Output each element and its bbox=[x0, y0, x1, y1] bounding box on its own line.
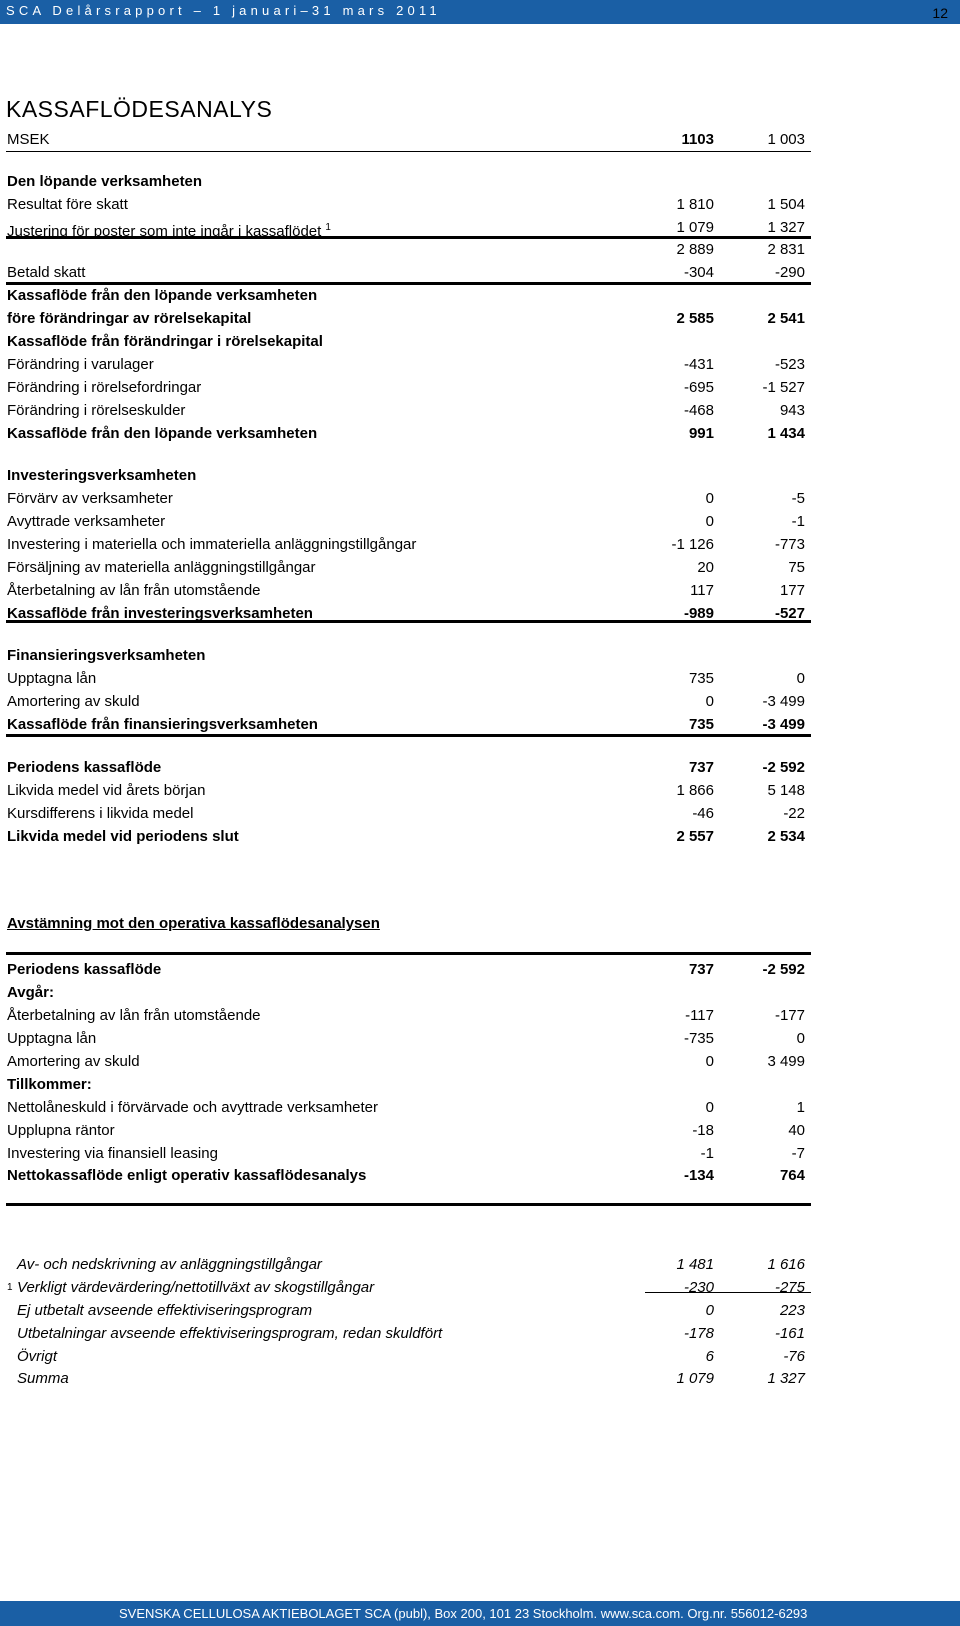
table-row-label: Kassaflöde från finansieringsverksamheten bbox=[7, 716, 318, 733]
value-current: 2 889 bbox=[676, 241, 714, 258]
table-row bbox=[0, 240, 960, 260]
value-previous: -290 bbox=[774, 264, 805, 281]
value-current: 0 bbox=[705, 1302, 714, 1319]
table-row-label: Förvärv av verksamheter bbox=[7, 490, 173, 507]
table-row bbox=[0, 604, 960, 624]
value-previous: 1 327 bbox=[767, 1370, 805, 1387]
value-previous: 0 bbox=[796, 1030, 805, 1047]
column-header-current: 1103 bbox=[681, 131, 714, 148]
table-row bbox=[0, 218, 960, 238]
page-number: 12 bbox=[932, 5, 948, 21]
value-current: 20 bbox=[697, 559, 714, 576]
table-row-label: Investeringsverksamheten bbox=[7, 467, 197, 484]
value-previous: 2 534 bbox=[767, 828, 805, 845]
table-row-label: Upplupna räntor bbox=[7, 1122, 115, 1139]
value-current: 1 079 bbox=[676, 219, 714, 236]
table-row-label: Justering för poster som inte ingår i kassaflödet bbox=[7, 223, 322, 240]
report-header-title: SCA Delårsrapport – 1 januari–31 mars 2011 bbox=[6, 3, 441, 18]
table-row bbox=[0, 1006, 960, 1026]
table-row-label: Kassaflöde från den löpande verksamheten bbox=[7, 425, 318, 442]
table-row-label: Upptagna lån bbox=[7, 1030, 97, 1047]
table-row bbox=[0, 781, 960, 801]
footnote-row bbox=[0, 1369, 960, 1389]
table-row bbox=[0, 1166, 960, 1186]
table-row bbox=[0, 983, 960, 1003]
value-previous: -7 bbox=[791, 1145, 805, 1162]
table-row bbox=[0, 286, 960, 306]
table-row bbox=[0, 669, 960, 689]
value-previous: -161 bbox=[774, 1325, 805, 1342]
footnote-row bbox=[0, 1324, 960, 1344]
table-row bbox=[0, 535, 960, 555]
footnote-row bbox=[0, 1278, 960, 1298]
table-row-label: Den löpande verksamheten bbox=[7, 173, 203, 190]
table-row bbox=[0, 466, 960, 486]
value-current: -735 bbox=[683, 1030, 714, 1047]
table-row bbox=[0, 1052, 960, 1072]
value-previous: -275 bbox=[774, 1279, 805, 1296]
table-row-label: Likvida medel vid periodens slut bbox=[7, 828, 239, 845]
value-current: 0 bbox=[705, 1099, 714, 1116]
value-current: 991 bbox=[688, 425, 714, 442]
value-current: 2 557 bbox=[676, 828, 714, 845]
value-previous: 1 434 bbox=[767, 425, 805, 442]
value-current: -178 bbox=[683, 1325, 714, 1342]
table-row-label: Likvida medel vid årets början bbox=[7, 782, 206, 799]
footnote-row-label: Utbetalningar avseende effektiviseringsprogram, redan skuldfört bbox=[17, 1325, 443, 1342]
table-row bbox=[0, 581, 960, 601]
footnote-marker: 1 bbox=[7, 1282, 13, 1293]
value-previous: 1 bbox=[796, 1099, 805, 1116]
value-previous: -3 499 bbox=[762, 693, 805, 710]
value-current: 735 bbox=[688, 670, 714, 687]
value-previous: -523 bbox=[774, 356, 805, 373]
table-row-label: Förändring i rörelseskulder bbox=[7, 402, 186, 419]
value-current: -18 bbox=[692, 1122, 714, 1139]
value-current: 0 bbox=[705, 693, 714, 710]
value-previous: 3 499 bbox=[767, 1053, 805, 1070]
value-current: 737 bbox=[688, 961, 714, 978]
value-previous: 2 541 bbox=[767, 310, 805, 327]
value-previous: -76 bbox=[783, 1348, 805, 1365]
table-row bbox=[0, 512, 960, 532]
table-row-label: Finansieringsverksamheten bbox=[7, 647, 206, 664]
table-row bbox=[0, 1121, 960, 1141]
table-row-label: Nettolåneskuld i förvärvade och avyttrade verksamheter bbox=[7, 1099, 379, 1116]
footnote-row bbox=[0, 1255, 960, 1275]
value-previous: -177 bbox=[774, 1007, 805, 1024]
table-row bbox=[0, 1075, 960, 1095]
value-previous: 0 bbox=[796, 670, 805, 687]
table-row-label: Avyttrade verksamheter bbox=[7, 513, 166, 530]
value-current: -230 bbox=[683, 1279, 714, 1296]
value-current: 1 079 bbox=[676, 1370, 714, 1387]
value-previous: 223 bbox=[779, 1302, 805, 1319]
subtotal-rule bbox=[6, 1203, 811, 1206]
value-current: 1 866 bbox=[676, 782, 714, 799]
table-row bbox=[0, 646, 960, 666]
unit-label: MSEK bbox=[7, 131, 50, 148]
header-bar bbox=[0, 0, 960, 24]
value-previous: 943 bbox=[779, 402, 805, 419]
table-row bbox=[0, 401, 960, 421]
table-row-label: Kassaflöde från förändringar i rörelsekapital bbox=[7, 333, 323, 350]
value-current: 0 bbox=[705, 490, 714, 507]
table-row-label-wrap bbox=[7, 218, 331, 242]
table-row-label: Amortering av skuld bbox=[7, 1053, 140, 1070]
value-previous: -22 bbox=[783, 805, 805, 822]
table-row bbox=[0, 804, 960, 824]
table-row-label: Resultat före skatt bbox=[7, 196, 128, 213]
value-previous: 177 bbox=[779, 582, 805, 599]
table-row-label: Kassaflöde från investeringsverksamheten bbox=[7, 605, 313, 622]
value-previous: 75 bbox=[788, 559, 805, 576]
table-row bbox=[0, 758, 960, 778]
value-current: -468 bbox=[683, 402, 714, 419]
value-current: -1 126 bbox=[671, 536, 714, 553]
value-current: 0 bbox=[705, 513, 714, 530]
value-current: -134 bbox=[683, 1167, 714, 1184]
value-current: -1 bbox=[700, 1145, 714, 1162]
value-current: -431 bbox=[683, 356, 714, 373]
value-previous: -1 bbox=[791, 513, 805, 530]
page-title: KASSAFLÖDESANALYS bbox=[6, 96, 273, 122]
footnote-row-label: Summa bbox=[17, 1370, 69, 1387]
table-row-label: Betald skatt bbox=[7, 264, 86, 281]
value-current: 1 810 bbox=[676, 196, 714, 213]
table-row bbox=[0, 309, 960, 329]
table-row bbox=[0, 332, 960, 352]
table-row bbox=[0, 914, 960, 934]
table-row bbox=[0, 1144, 960, 1164]
table-row-label: Investering via finansiell leasing bbox=[7, 1145, 218, 1162]
column-header-previous: 1 003 bbox=[767, 131, 805, 148]
header-rule bbox=[6, 151, 811, 152]
value-previous: -2 592 bbox=[762, 759, 805, 776]
value-previous: 1 327 bbox=[767, 219, 805, 236]
footer-bar bbox=[0, 1601, 960, 1626]
table-row-label: Avstämning mot den operativa kassaflödesanalysen bbox=[7, 915, 380, 932]
table-row bbox=[0, 195, 960, 215]
value-current: 0 bbox=[705, 1053, 714, 1070]
table-row-label: Periodens kassaflöde bbox=[7, 961, 162, 978]
table-row-label: Kursdifferens i likvida medel bbox=[7, 805, 194, 822]
footnote-row-label: Ej utbetalt avseende effektiviseringsprogram bbox=[17, 1302, 313, 1319]
table-row bbox=[0, 1098, 960, 1118]
value-current: 6 bbox=[705, 1348, 714, 1365]
value-current: 117 bbox=[690, 582, 714, 599]
table-row-label: Upptagna lån bbox=[7, 670, 97, 687]
table-row bbox=[0, 263, 960, 283]
value-current: 2 585 bbox=[676, 310, 714, 327]
value-previous: -3 499 bbox=[762, 716, 805, 733]
table-row-label: Förändring i varulager bbox=[7, 356, 154, 373]
table-row bbox=[0, 715, 960, 735]
table-row bbox=[0, 827, 960, 847]
section-rule bbox=[6, 952, 811, 955]
value-current: 735 bbox=[688, 716, 714, 733]
table-row-label: Återbetalning av lån från utomstående bbox=[7, 1007, 261, 1024]
value-current: -304 bbox=[683, 264, 714, 281]
footnote-row-label: Av- och nedskrivning av anläggningstillgångar bbox=[17, 1256, 322, 1273]
table-row bbox=[0, 355, 960, 375]
table-row bbox=[0, 172, 960, 192]
table-row-label: Investering i materiella och immateriella anläggningstillgångar bbox=[7, 536, 417, 553]
table-row bbox=[0, 378, 960, 398]
table-row-label: Periodens kassaflöde bbox=[7, 759, 162, 776]
table-row-label: Avgår: bbox=[7, 984, 54, 1001]
value-current: -117 bbox=[685, 1007, 714, 1024]
value-previous: 764 bbox=[779, 1167, 805, 1184]
table-row-label: Nettokassaflöde enligt operativ kassaflödesanalys bbox=[7, 1167, 367, 1184]
value-previous: -773 bbox=[774, 536, 805, 553]
footnote-row bbox=[0, 1347, 960, 1367]
table-row bbox=[0, 489, 960, 509]
table-row-label: Kassaflöde från den löpande verksamheten bbox=[7, 287, 318, 304]
value-previous: 1 504 bbox=[767, 196, 805, 213]
table-row-label: före förändringar av rörelsekapital bbox=[7, 310, 252, 327]
value-current: 737 bbox=[688, 759, 714, 776]
footer-text: SVENSKA CELLULOSA AKTIEBOLAGET SCA (publ), Box 200, 101 23 Stockholm. www.sca.com. Org.nr. 556012-6293 bbox=[119, 1606, 808, 1621]
value-current: -46 bbox=[692, 805, 714, 822]
table-row bbox=[0, 558, 960, 578]
value-previous: -2 592 bbox=[762, 961, 805, 978]
footnote-row-label: Verkligt värdevärdering/nettotillväxt av skogstillgångar bbox=[17, 1279, 375, 1296]
value-previous: -1 527 bbox=[762, 379, 805, 396]
value-current: -695 bbox=[683, 379, 714, 396]
table-row bbox=[0, 692, 960, 712]
table-row-label: Tillkommer: bbox=[7, 1076, 92, 1093]
footnote-row bbox=[0, 1301, 960, 1321]
table-row bbox=[0, 960, 960, 980]
footnote-reference: 1 bbox=[325, 222, 331, 233]
table-row-label: Amortering av skuld bbox=[7, 693, 140, 710]
table-row-label: Återbetalning av lån från utomstående bbox=[7, 582, 261, 599]
value-previous: 40 bbox=[788, 1122, 805, 1139]
value-previous: 2 831 bbox=[767, 241, 805, 258]
table-row bbox=[0, 424, 960, 444]
table-row-label: Försäljning av materiella anläggningstillgångar bbox=[7, 559, 316, 576]
value-current: -989 bbox=[683, 605, 714, 622]
table-row bbox=[0, 1029, 960, 1049]
value-previous: 5 148 bbox=[767, 782, 805, 799]
value-previous: -5 bbox=[791, 490, 805, 507]
table-row-label: Förändring i rörelsefordringar bbox=[7, 379, 202, 396]
value-current: 1 481 bbox=[676, 1256, 714, 1273]
value-previous: 1 616 bbox=[767, 1256, 805, 1273]
footnote-row-label: Övrigt bbox=[17, 1348, 58, 1365]
value-previous: -527 bbox=[774, 605, 805, 622]
